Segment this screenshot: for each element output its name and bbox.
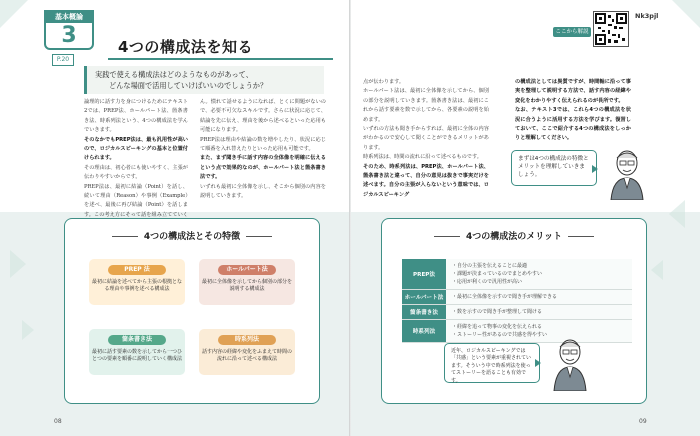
paragraph: PREP法は、最初に結論（Point）を話し、続いて理由（Reason）や事例（Example）を述べ、最後に再び結論（Point）を話します。この考え方にそって話を組み立てていく	[84, 183, 188, 218]
corner-decoration	[0, 0, 28, 28]
paragraph-emphasis: なお、テキスト3では、これら4つの構成法を状況に合うように活用する方法を学びます。復習しておいて、ここで紹介する4つの構成法をしっかりと理解してください。	[515, 107, 631, 142]
lead-box	[84, 66, 324, 94]
page-reference-tag: P.20	[52, 54, 74, 66]
row-key: 時系列法	[402, 320, 446, 342]
card-time-series	[199, 329, 295, 375]
card-whole-part	[199, 259, 295, 305]
merits-table	[402, 259, 632, 343]
card-prep	[89, 259, 185, 305]
triangle-decoration	[669, 200, 685, 228]
row-value: ・数を示すので聞き手が整理して聞ける	[446, 305, 632, 319]
paragraph-emphasis: の構成法としては異質ですが、時間軸に沿って事実を整理して説明する方法で、話す内容の経緯や変化をわかりやすく伝えられるのが長所です。	[515, 79, 631, 104]
table-row	[402, 259, 632, 290]
qr-code[interactable]	[593, 11, 629, 47]
table-row	[402, 320, 632, 343]
triangle-decoration	[651, 260, 663, 280]
paragraph: その理由は、初心者にも使いやすく、主張が伝わりやすいからです。	[84, 164, 188, 181]
paragraph: 論理的に話す力を身につけるためにテキスト2では、PREP法、ホールパート法、箇条書き法、時系列法という、4つの構成法を学んでいきます。	[84, 99, 188, 134]
paragraph-emphasis: また、まず聞き手に話す内容の全体像を明確に伝えるという点で効果的なのが、ホールパート法と箇条書き法です。	[200, 155, 326, 181]
merits-panel	[381, 218, 647, 404]
speech-bubble: 近年、ロジカルスピーキングでは「共感」という要素が重視されています。そういう中で時系列法を使ってストーリーを語ることも有効です。	[444, 343, 540, 383]
card-head: PREP 法	[108, 265, 166, 275]
card-text: 最初に結論を述べてから主張の根拠となる理由や事例を述べる構成法	[92, 279, 183, 293]
card-text: 話す内容の経緯や変化をふまえて時間の流れに沿って述べる構成法	[202, 349, 293, 363]
card-bullet	[89, 329, 185, 375]
speech-bubble: まずは4つの構成法の特徴とメリットを理解していきましょう。	[511, 150, 597, 186]
card-head: 時系列法	[218, 335, 276, 345]
qr-link-button[interactable]: ここから解説	[553, 27, 591, 37]
section-title: 4つの構成法を知る	[118, 38, 253, 56]
paragraph: いずれの方法も聞き手からすれば、最初に全体の内容がわかるので安心して聞くことができるメリットがあります。	[363, 126, 489, 151]
paragraph: ホールパート法は、最初に全体像を示してから、個別の部分を説明していきます。箇条書き法は、最初にこれから話す要素を数で示してから、各要素の説明を始めます。	[363, 88, 489, 123]
right-page	[351, 0, 700, 436]
qr-code-icon	[594, 12, 628, 46]
instructor-illustration	[550, 337, 590, 391]
row-value: ・自分の主張を伝えることに最適 ・課題が決まっているのでまとめやすい ・応用が利くので汎用性が高い	[446, 259, 632, 289]
chapter-badge-number: 3	[61, 23, 77, 48]
paragraph: ん。慣れて話せるようになれば、とくに問題がないので、必要不可欠なスキルです。さらに状況に応じて、結論を先に伝え、理由を後から述べるといった応用も可能になります。	[200, 99, 326, 134]
features-panel	[64, 218, 320, 404]
body-column-4	[515, 78, 631, 142]
paragraph-emphasis: そのなかでもPREP法は、最も汎用性が高いので、ロジカルスピーキングの基本と位置付けられます。	[84, 136, 188, 162]
paragraph-emphasis: そのため、時系列法は、PREP法、ホールパート法、箇条書き法と違って、自分の意見は抜きで事実だけを述べます。自分の主張が入らないという意味では、ロジカルスピーキング	[363, 163, 489, 198]
card-text: 最初に話す要素の数を示してから一つひとつの要素を順番に説明していく構成法	[92, 349, 183, 363]
row-value: ・最初に全体像を示すので聞き手が理解できる	[446, 290, 632, 304]
body-column-1	[84, 98, 188, 218]
lead-line: どんな場面で活用していけばいいのでしょうか？	[109, 81, 268, 90]
row-value: ・経緯を追って物事の変化を伝えられる ・ストーリー性があるので共感を得やすい	[446, 320, 632, 342]
left-page	[0, 0, 349, 436]
paragraph: PREP法は理由や結論の数を増やしたり、状況に応じて順番を入れ替えたりといった応用も可能です。	[200, 136, 326, 153]
paragraph: いずれも最初に全体像を示し、そこから個別の内容を説明していきます。	[200, 183, 326, 200]
paragraph: 点が伝わります。	[363, 79, 405, 85]
row-key: PREP法	[402, 259, 446, 289]
lead-line: 実践で使える構成法はどのようなものがあって、	[95, 70, 253, 79]
page-number: 09	[639, 418, 647, 425]
table-row	[402, 305, 632, 320]
body-column-3	[363, 78, 489, 206]
card-head: ホールパート法	[218, 265, 276, 275]
row-key: 箇条書き法	[402, 305, 446, 319]
card-head: 箇条書き法	[108, 335, 166, 345]
title-underline	[108, 58, 333, 60]
instructor-illustration	[607, 148, 647, 200]
chapter-badge	[44, 10, 94, 50]
table-row	[402, 290, 632, 305]
qr-code-label: Nk3pjl	[635, 12, 659, 20]
corner-decoration	[672, 0, 700, 28]
merits-panel-title: 4つの構成法のメリット	[382, 229, 646, 242]
triangle-decoration	[22, 320, 34, 340]
card-text: 最初に全体像を示してから個別の部分を説明する構成法	[202, 279, 293, 293]
features-panel-title: 4つの構成法とその特徴	[65, 229, 319, 242]
page-number: 08	[54, 418, 62, 425]
paragraph: 時系列法は、時間の流れに沿って述べるものです。	[363, 154, 482, 161]
triangle-decoration	[10, 250, 26, 278]
row-key: ホールパート法	[402, 290, 446, 304]
body-column-2	[200, 98, 326, 206]
chapter-badge-label: 基本概論	[46, 12, 92, 23]
